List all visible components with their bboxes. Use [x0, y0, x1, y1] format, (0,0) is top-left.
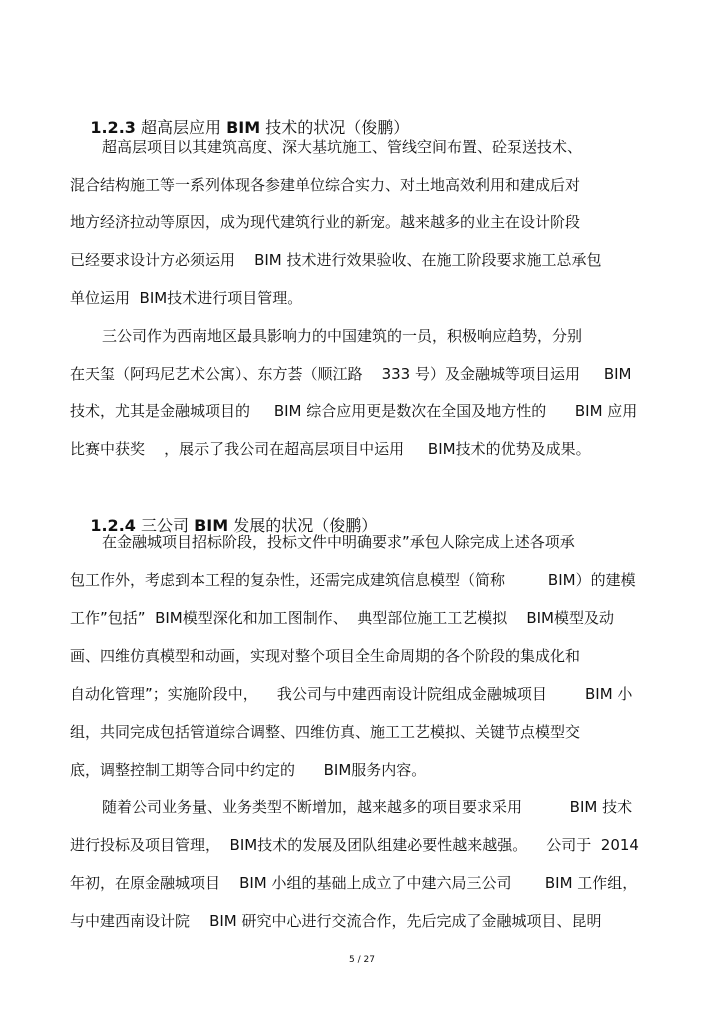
paragraph-line: 进行投标及项目管理， BIM技术的发展及团队组建必要性越来越强。 公司于 2014: [70, 836, 639, 854]
paragraph-line: 组，共同完成包括管道综合调整、四维仿真、施工工艺模拟、关键节点模型交: [70, 723, 581, 741]
paragraph-line: 比赛中获奖 ，展示了我公司在超高层项目中运用 BIM技术的优势及成果。: [70, 440, 591, 458]
section-title-part: 三公司: [135, 516, 195, 535]
paragraph-line: 三公司作为西南地区最具影响力的中国建筑的一员，积极响应趋势，分别: [102, 327, 583, 345]
paragraph-line: 地方经济拉动等原因，成为现代建筑行业的新宠。越来越多的业主在设计阶段: [70, 213, 581, 231]
page-number: 5 / 27: [349, 955, 375, 965]
paragraph-line: 包工作外，考虑到本工程的复杂性，还需完成建筑信息模型（简称 BIM）的建模: [70, 571, 636, 589]
paragraph-line: 随着公司业务量、业务类型不断增加，越来越多的项目要求采用 BIM 技术: [102, 798, 633, 816]
paragraph-line: 超高层项目以其建筑高度、深大基坑施工、管线空间布置、砼泵送技术、: [102, 138, 583, 156]
paragraph-line: 在天玺（阿玛尼艺术公寓）、东方荟（顺江路 333 号）及金融城等项目运用 BIM: [70, 365, 632, 383]
section-title-bim: BIM: [226, 118, 261, 137]
section-title-part: 技术的状况（俊鹏）: [260, 118, 410, 137]
section-title-part: 超高层应用: [135, 118, 227, 137]
section-number: 1.2.3: [90, 118, 136, 137]
paragraph-line: 底，调整控制工期等合同中约定的 BIM服务内容。: [70, 761, 427, 779]
paragraph-line: 与中建西南设计院 BIM 研究中心进行交流合作，先后完成了金融城项目、昆明: [70, 912, 602, 930]
paragraph-line: 混合结构施工等一系列体现各参建单位综合实力、对土地高效利用和建成后对: [70, 176, 581, 194]
paragraph-line: 画、四维仿真模型和动画，实现对整个项目全生命周期的各个阶段的集成化和: [70, 647, 581, 665]
paragraph-line: 自动化管理”；实施阶段中， 我公司与中建西南设计院组成金融城项目 BIM 小: [70, 685, 633, 703]
paragraph-line: 单位运用 BIM技术进行项目管理。: [70, 289, 303, 307]
paragraph-line: 工作”包括” BIM模型深化和加工图制作、 典型部位施工工艺模拟 BIM模型及动: [70, 609, 615, 627]
paragraph-line: 在金融城项目招标阶段，投标文件中明确要求”承包人除完成上述各项承: [102, 533, 575, 551]
paragraph-line: 年初，在原金融城项目 BIM 小组的基础上成立了中建六局三公司 BIM 工作组，: [70, 874, 638, 892]
section-number: 1.2.4: [90, 516, 136, 535]
paragraph-line: 已经要求设计方必须运用 BIM 技术进行效果验收、在施工阶段要求施工总承包: [70, 251, 602, 269]
section-title-part: 发展的状况（俊鹏）: [228, 516, 378, 535]
paragraph-line: 技术，尤其是金融城项目的 BIM 综合应用更是数次在全国及地方性的 BIM 应用: [70, 402, 638, 420]
section-title-bim: BIM: [194, 516, 229, 535]
